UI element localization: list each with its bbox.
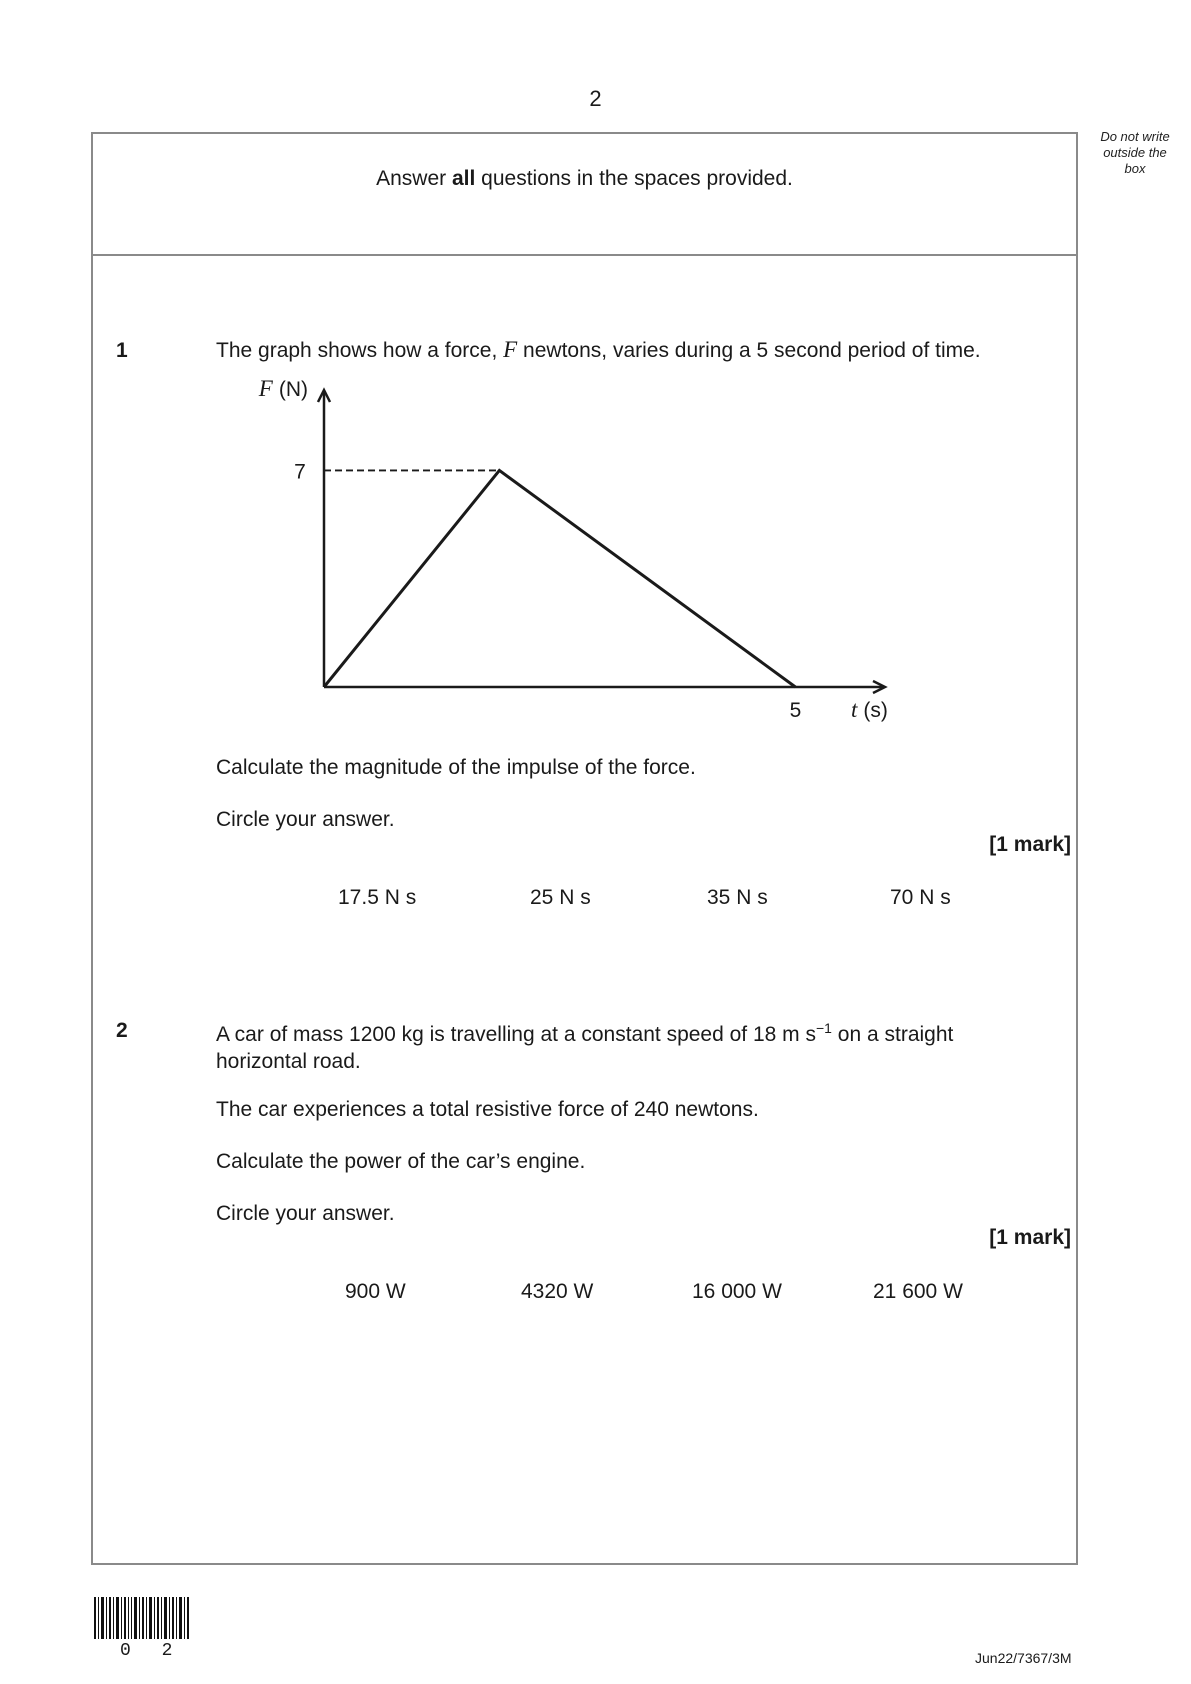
q2-stem-text: A car of mass 1200 kg is travelling at a constant speed of 18 m s: [216, 1023, 816, 1046]
barcode-digits: 0 2: [120, 1641, 183, 1661]
question-1-circle-instruction: Circle your answer.: [216, 808, 395, 831]
question-1-number: 1: [116, 339, 128, 362]
margin-note-line: Do not write: [1100, 129, 1170, 144]
q2-stem-text: on a straight: [831, 1023, 954, 1046]
margin-note-line: box: [1124, 161, 1146, 176]
q2-stem-line: [216, 1015, 953, 1048]
instruction-text: Answer: [376, 167, 452, 190]
question-2-stem: [216, 1015, 953, 1075]
q2-stem-line: horizontal road.: [216, 1050, 361, 1073]
x-axis-label: [851, 697, 888, 722]
question-2-resistive-force: The car experiences a total resistive force of 240 newtons.: [216, 1098, 759, 1121]
question-1-stem: [216, 336, 981, 364]
instruction-emphasis: all: [451, 167, 476, 190]
q2-option-a[interactable]: 900 W: [345, 1280, 406, 1303]
y-tick-label: 7: [294, 460, 306, 484]
q2-option-c[interactable]: 16 000 W: [692, 1280, 782, 1303]
header-divider: [91, 254, 1078, 256]
q2-option-d[interactable]: 21 600 W: [873, 1280, 963, 1303]
q1-option-a[interactable]: 17.5 N s: [338, 886, 417, 909]
q1-stem-text: The graph shows how a force,: [216, 339, 504, 362]
q2-option-b[interactable]: 4320 W: [521, 1280, 594, 1303]
x-axis-variable: t: [851, 697, 858, 722]
page-number: 2: [589, 86, 602, 111]
question-2-number: 2: [116, 1019, 128, 1042]
general-instruction: [91, 167, 1078, 191]
footer-paper-code: Jun22/7367/3M: [975, 1650, 1072, 1666]
y-axis-label: [258, 376, 308, 401]
question-2-marks: [1 mark]: [989, 1226, 1071, 1249]
q1-stem-text: newtons, varies during a 5 second period of time.: [517, 339, 981, 362]
force-time-graph: [240, 376, 940, 730]
y-axis-variable: F: [258, 376, 273, 401]
barcode-icon: [94, 1597, 194, 1639]
question-2-circle-instruction: Circle your answer.: [216, 1202, 395, 1225]
instruction-text: questions in the spaces provided.: [475, 167, 793, 190]
force-series-line: [324, 470, 795, 687]
margin-note-line: outside the: [1103, 145, 1167, 160]
q1-option-c[interactable]: 35 N s: [707, 886, 768, 909]
margin-note: [1085, 129, 1185, 177]
question-1-prompt: Calculate the magnitude of the impulse of the force.: [216, 756, 696, 779]
x-axis-unit: (s): [863, 699, 888, 722]
q1-option-b[interactable]: 25 N s: [530, 886, 591, 909]
q2-unit-exponent: −1: [816, 1020, 832, 1036]
x-tick-label: 5: [789, 699, 802, 722]
q1-option-d[interactable]: 70 N s: [890, 886, 951, 909]
question-1-marks: [1 mark]: [989, 833, 1071, 856]
q1-stem-variable: F: [503, 337, 518, 362]
y-axis-unit: (N): [278, 378, 308, 401]
question-2-prompt: Calculate the power of the car’s engine.: [216, 1150, 586, 1173]
